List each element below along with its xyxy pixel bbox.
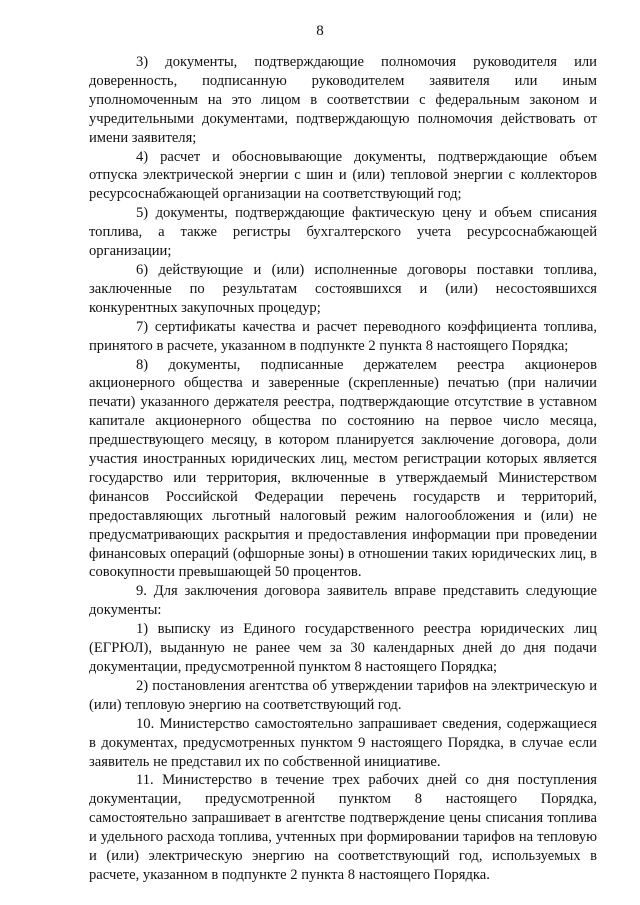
paragraph-section-11: 11. Министерство в течение трех рабочих дней со дня поступления документации, предусмотренной пунктом 8 настоящего Порядка, самостоятельно запрашивает в агентстве подтверждение цены списания топлива и удельного расхода топлива, учтенных при формировании тарифов на тепловую и (или) электрическую энергию на соответствующий год, используемых в расчете, указанном в подпункте 2 пункта 8 настоящего Порядка. (89, 772, 597, 883)
paragraph-item-3-documents-authority: 3) документы, подтверждающие полномочия руководителя или доверенность, подписанную руководителем заявителя или иным уполномоченным на это лицом в соответствии с федеральным законом и учредительными документами, подтверждающую полномочия действовать от имени заявителя; (89, 54, 597, 146)
paragraph-section-9: 9. Для заключения договора заявитель вправе представить следующие документы: (89, 583, 597, 619)
paragraph-section-9-item-1-egrul: 1) выписку из Единого государственного реестра юридических лиц (ЕГРЮЛ), выданную не ранее чем за 30 календарных дней до дня подачи документации, предусмотренной пунктом 8 настоящего Порядка; (89, 621, 597, 675)
paragraph-item-5-fuel-price: 5) документы, подтверждающие фактическую цену и объем списания топлива, а также регистры бухгалтерского учета ресурсоснабжающей организации; (89, 205, 597, 260)
page-number: 8 (316, 23, 324, 39)
paragraph-item-8-shareholder-register: 8) документы, подписанные держателем реестра акционеров акционерного общества и заверенные (скрепленные) печатью (при наличии печати) указанного держателя реестра, подтверждающие отсутствие в уставном капитале акционерного общества по состоянию на первое число месяца, предшествующего месяцу, в котором планируется заключение договора, доли участия иностранных юридических лиц, местом регистрации которых является государство или территория, включенные в утверждаемый Министерством финансов Российской Федерации перечень государств и территорий, предоставляющих льготный налоговый режим налогообложения и (или) не предусматривающих раскрытия и предоставления информации при проведении финансовых операций (офшорные зоны) в отношении таких юридических лиц, в совокупности превышающей 50 процентов. (89, 356, 597, 581)
paragraph-section-10: 10. Министерство самостоятельно запрашивает сведения, содержащиеся в документах, предусмотренных пунктом 9 настоящего Порядка, в случае если заявитель не представил их по собственной инициативе. (89, 715, 597, 770)
paragraph-item-4-energy-calculation: 4) расчет и обосновывающие документы, подтверждающие объем отпуска электрической энергии с шин и (или) тепловой энергии с коллекторов ресурсоснабжающей организации на соответствующий год; (89, 148, 597, 203)
paragraph-item-6-fuel-contracts: 6) действующие и (или) исполненные договоры поставки топлива, заключенные по результатам состоявшихся и (или) несостоявшихся конкурентных закупочных процедур; (89, 261, 597, 316)
paragraph-item-7-fuel-certificates: 7) сертификаты качества и расчет переводного коэффициента топлива, принятого в расчете, указанном в подпункте 2 пункта 8 настоящего Порядка; (89, 318, 597, 354)
page-body (89, 53, 597, 885)
paragraph-section-9-item-2-tariff-resolutions: 2) постановления агентства об утверждении тарифов на электрическую и (или) тепловую энергию на соответствующий год. (89, 677, 597, 713)
